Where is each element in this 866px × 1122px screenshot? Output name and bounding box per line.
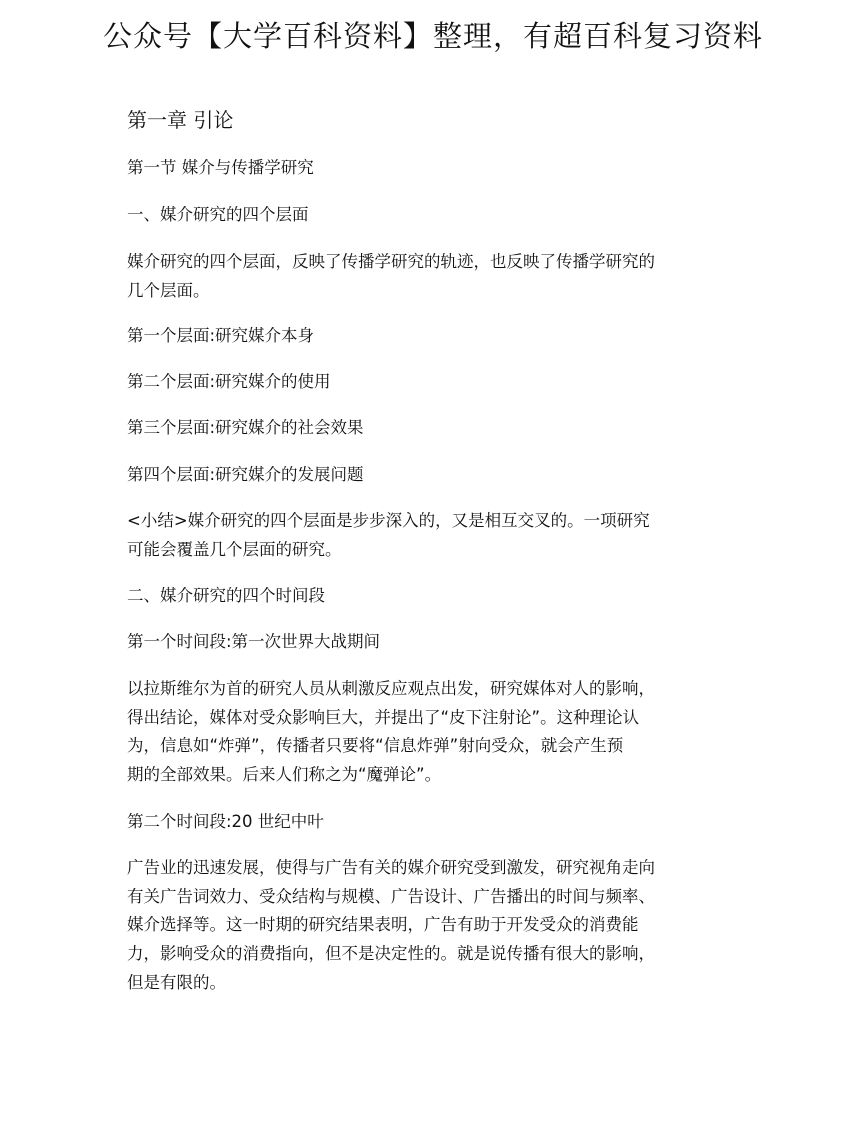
subheading	[127, 582, 325, 611]
text-line: 但是有限的。	[127, 972, 226, 992]
text-line: 二、媒介研究的四个时间段	[127, 586, 325, 605]
text-line: 广告业的迅速发展，使得与广告有关的媒介研究受到激发，研究视角走向	[127, 858, 655, 877]
summary-paragraph	[127, 507, 650, 564]
text-line: 第二个时间段:20 世纪中叶	[127, 812, 324, 831]
paragraph	[127, 248, 655, 305]
text-line: 以拉斯维尔为首的研究人员从刺激反应观点出发，研究媒体对人的影响，	[127, 679, 655, 698]
list-item	[127, 414, 364, 443]
list-item	[127, 322, 314, 351]
paragraph	[127, 675, 655, 790]
text-line: 得出结论，媒体对受众影响巨大，并提出了“皮下注射论”。这种理论认	[127, 707, 640, 727]
subheading	[127, 628, 380, 657]
list-item	[127, 461, 364, 490]
chapter-heading: 第一章 引论	[127, 108, 234, 132]
text-line: 一、媒介研究的四个层面	[127, 205, 309, 224]
text-line: 期的全部效果。后来人们称之为“魔弹论”。	[127, 765, 442, 785]
list-item	[127, 368, 331, 397]
paragraph	[127, 854, 655, 998]
text-line: 第一个层面:研究媒介本身	[127, 326, 315, 345]
section-heading: 第一节 媒介与传播学研究	[127, 158, 314, 177]
text-line: 有关广告词效力、受众结构与规模、广告设计、广告播出的时间与频率、	[127, 886, 655, 906]
text-line: 第四个层面:研究媒介的发展问题	[127, 465, 364, 484]
text-line: 为，信息如“炸弹”，传播者只要将“信息炸弹”射向受众，就会产生预	[127, 736, 624, 756]
text-line: 媒介选择等。这一时期的研究结果表明，广告有助于开发受众的消费能	[127, 915, 639, 935]
watermark-banner: 公众号【大学百科资料】整理，有超百科复习资料	[102, 19, 763, 53]
text-line: <小结>媒介研究的四个层面是步步深入的，又是相互交叉的。一项研究	[127, 511, 650, 530]
text-line: 几个层面。	[127, 280, 210, 300]
text-line: 第二个层面:研究媒介的使用	[127, 372, 331, 391]
text-line: 可能会覆盖几个层面的研究。	[127, 539, 342, 559]
text-line: 第一个时间段:第一次世界大战期间	[127, 632, 381, 651]
text-line: 力，影响受众的消费指向，但不是决定性的。就是说传播有很大的影响，	[127, 944, 655, 964]
subheading	[127, 808, 324, 837]
text-line: 第三个层面:研究媒介的社会效果	[127, 418, 364, 437]
text-line: 媒介研究的四个层面，反映了传播学研究的轨迹，也反映了传播学研究的	[127, 252, 655, 271]
subheading	[127, 201, 309, 230]
